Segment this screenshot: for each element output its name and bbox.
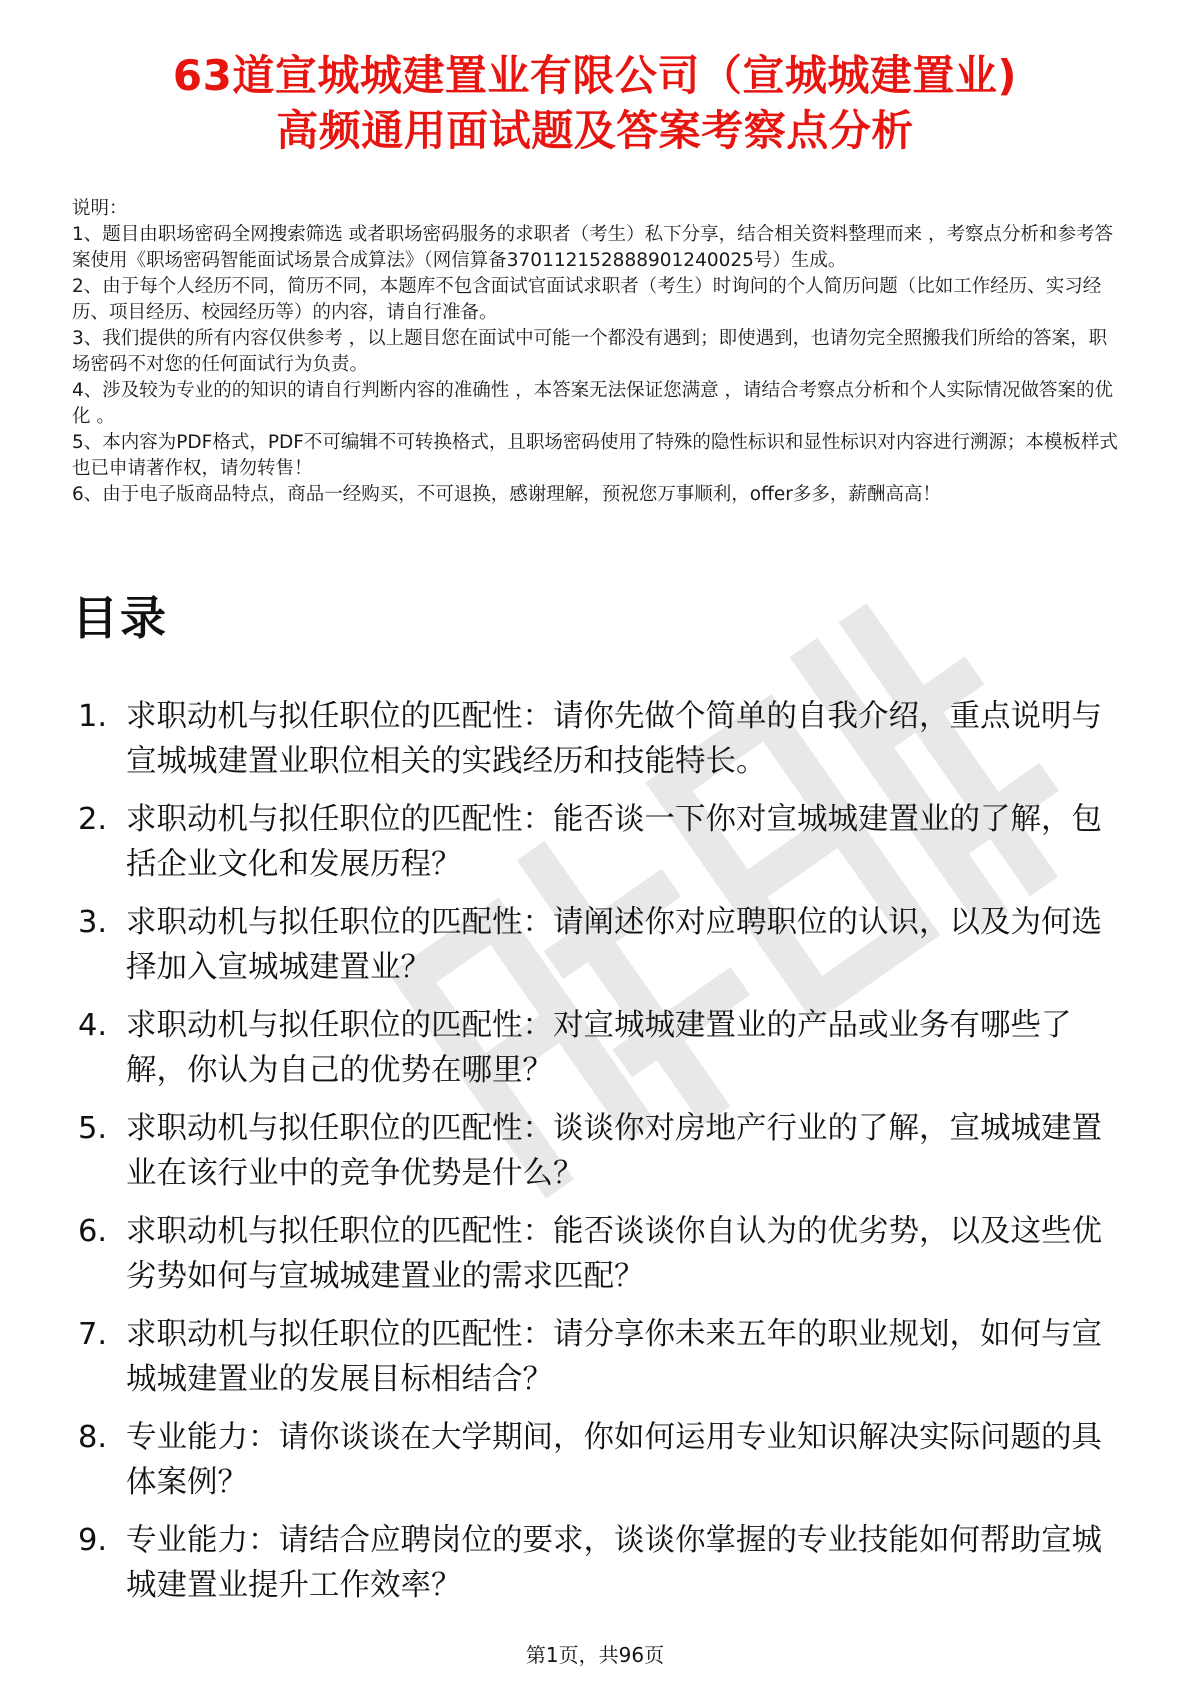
toc-item-number: 8. <box>78 1420 108 1455</box>
toc-item-text: 专业能力：请你谈谈在大学期间，你如何运用专业知识解决实际问题的具体案例？ <box>126 1420 1102 1500</box>
note-item: 3、我们提供的所有内容仅供参考 ，以上题目您在面试中可能一个都没有遇到；即使遇到，也请勿完全照搬我们所给的答案，职场密码不对您的任何面试行为负责。 <box>72 328 1108 375</box>
toc-item[interactable] <box>72 1415 1112 1505</box>
toc-item-text: 求职动机与拟任职位的匹配性：能否谈谈你自认为的优劣势，以及这些优劣势如何与宣城城建置业的需求匹配？ <box>126 1214 1102 1294</box>
toc-item-number: 4. <box>78 1008 108 1043</box>
toc-item-number: 1. <box>78 699 108 734</box>
toc-item[interactable] <box>72 900 1112 990</box>
note-item: 6、由于电子版商品特点，商品一经购买，不可退换，感谢理解，预祝您万事顺利，offer多多，薪酬高高！ <box>72 484 941 505</box>
disclaimer-notes <box>72 196 1122 508</box>
toc-item-number: 5. <box>78 1111 108 1146</box>
note-item: 1、题目由职场密码全网搜索筛选 或者职场密码服务的求职者（考生）私下分享，结合相关资料整理而来 ，考察点分析和参考答案使用《职场密码智能面试场景合成算法》（网信算备370112152888901240025号）生成。 <box>72 224 1114 271</box>
toc-item[interactable] <box>72 1003 1112 1093</box>
toc-item[interactable] <box>72 694 1112 784</box>
toc-item-text: 求职动机与拟任职位的匹配性：对宣城城建置业的产品或业务有哪些了解，你认为自己的优势在哪里？ <box>126 1008 1072 1088</box>
note-item: 5、本内容为PDF格式，PDF不可编辑不可转换格式，且职场密码使用了特殊的隐性标识和显性标识对内容进行溯源；本模板样式也已申请著作权，请勿转售！ <box>72 432 1118 479</box>
note-item: 2、由于每个人经历不同，简历不同，本题库不包含面试官面试求职者（考生）时询问的个人简历问题（比如工作经历、实习经历、项目经历、校园经历等）的内容，请自行准备。 <box>72 276 1102 323</box>
toc-item[interactable] <box>72 1209 1112 1299</box>
toc-item-text: 求职动机与拟任职位的匹配性：请阐述你对应聘职位的认识，以及为何选择加入宣城城建置业？ <box>126 905 1102 985</box>
title-line-2: 高频通用面试题及答案考察点分析 <box>276 106 914 155</box>
toc-item-number: 7. <box>78 1317 108 1352</box>
toc-item-number: 3. <box>78 905 108 940</box>
page-number: 第1页，共96页 <box>525 1643 665 1667</box>
document-title <box>40 48 1150 158</box>
toc-item-text: 求职动机与拟任职位的匹配性：请你先做个简单的自我介绍，重点说明与宣城城建置业职位相关的实践经历和技能特长。 <box>126 699 1102 779</box>
toc-item-number: 6. <box>78 1214 108 1249</box>
toc-list <box>72 694 1112 1621</box>
toc-item[interactable] <box>72 1312 1112 1402</box>
notes-heading: 说明： <box>72 198 128 219</box>
toc-item-text: 求职动机与拟任职位的匹配性：谈谈你对房地产行业的了解，宣城城建置业在该行业中的竞争优势是什么？ <box>126 1111 1102 1191</box>
note-item: 4、涉及较为专业的的知识的请自行判断内容的准确性 ，本答案无法保证您满意 ，请结合考察点分析和个人实际情况做答案的优化 。 <box>72 380 1114 427</box>
toc-item[interactable] <box>72 1106 1112 1196</box>
toc-item-text: 求职动机与拟任职位的匹配性：请分享你未来五年的职业规划，如何与宣城城建置业的发展目标相结合？ <box>126 1317 1102 1397</box>
toc-item-text: 求职动机与拟任职位的匹配性：能否谈一下你对宣城城建置业的了解，包括企业文化和发展历程？ <box>126 802 1102 882</box>
toc-item-number: 9. <box>78 1523 108 1558</box>
toc-item[interactable] <box>72 1518 1112 1608</box>
toc-item-number: 2. <box>78 802 108 837</box>
toc-item-text: 专业能力：请结合应聘岗位的要求，谈谈你掌握的专业技能如何帮助宣城城建置业提升工作效率？ <box>126 1523 1102 1603</box>
toc-item[interactable] <box>72 797 1112 887</box>
toc-heading: 目录 <box>72 591 168 645</box>
title-line-1: 63道宣城城建置业有限公司（宣城城建置业) <box>172 51 1018 100</box>
